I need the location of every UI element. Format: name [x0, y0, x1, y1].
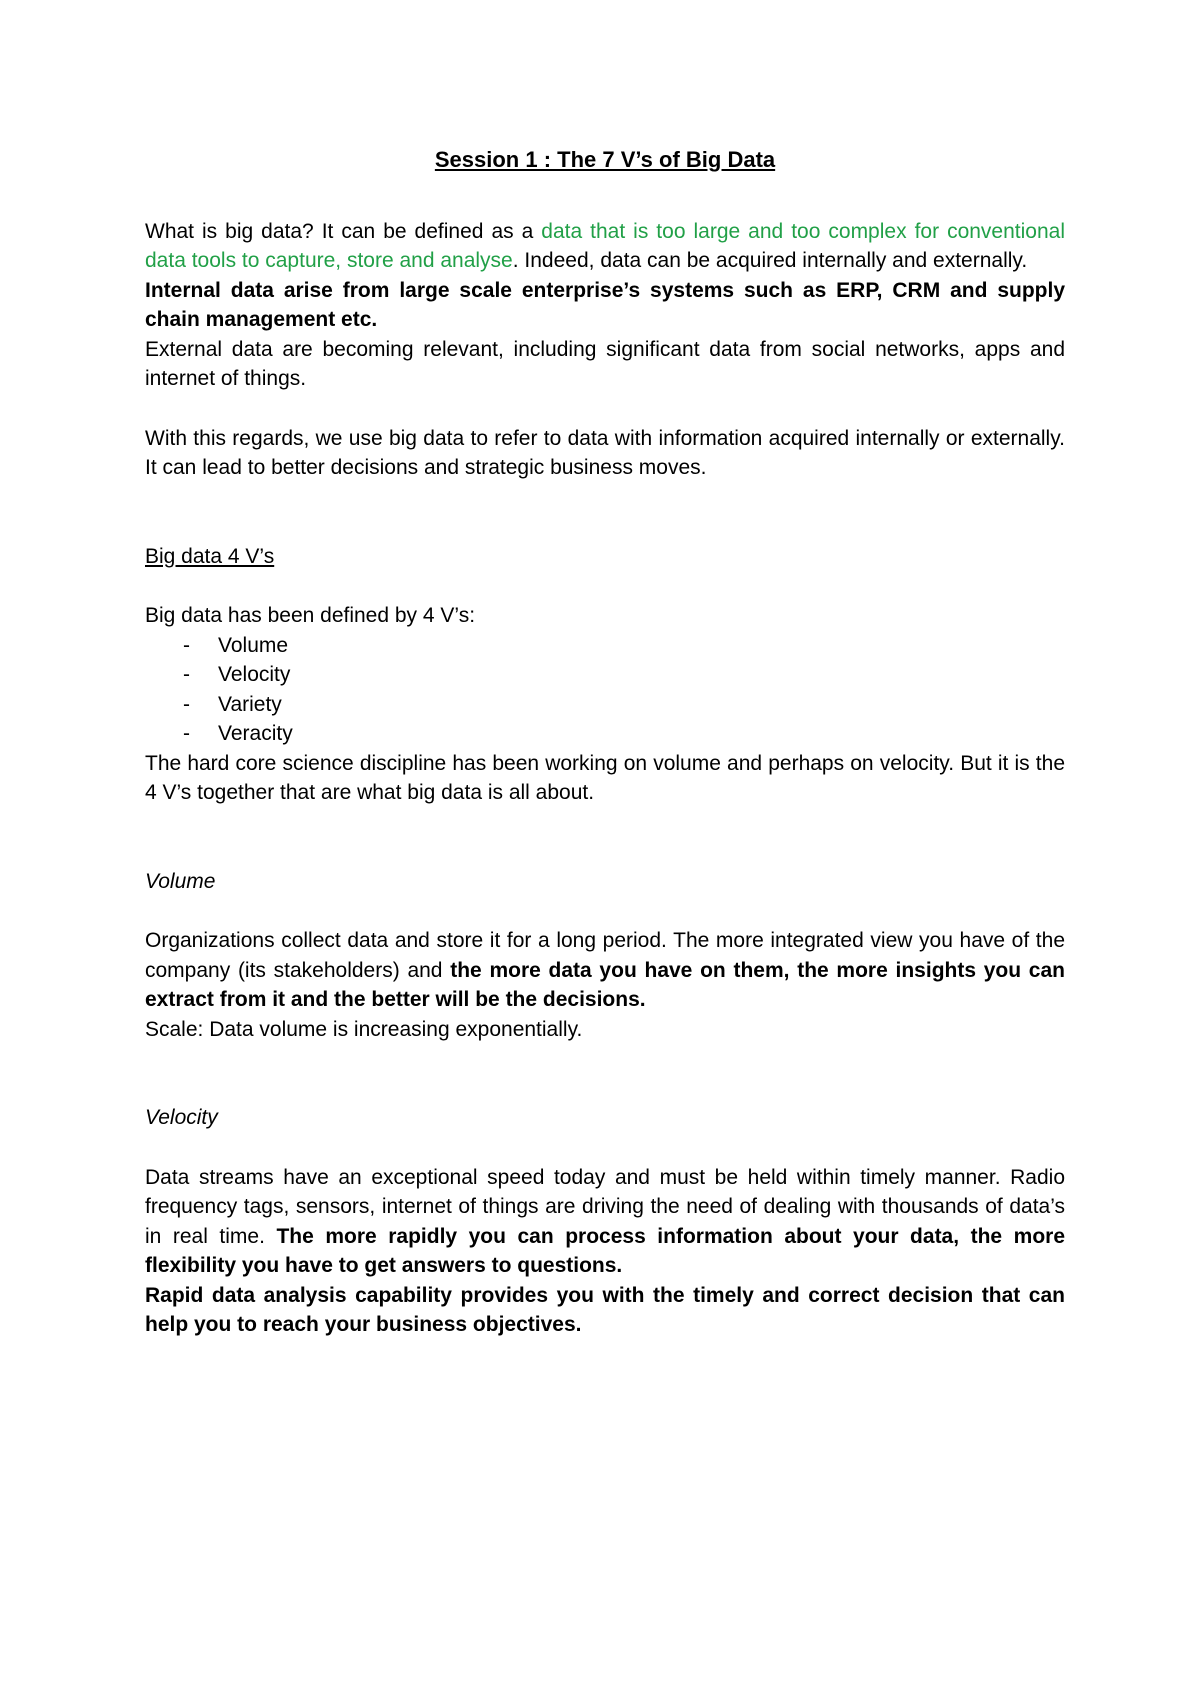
intro-definition-highlight: data that is too large and too complex for conventional data tools to capture, store and analyse — [145, 219, 1065, 272]
dash-bullet: - — [183, 722, 190, 745]
spacer — [145, 394, 1065, 424]
four-vs-lead: Big data has been defined by 4 V’s: — [145, 604, 476, 627]
velocity-bold-text: The more rapidly you can process information about your data, the more flexibility you have to get answers to questions. — [145, 1224, 1065, 1277]
spacer — [145, 1133, 1065, 1163]
document-body — [145, 145, 1065, 1340]
list-item — [145, 690, 1065, 720]
velocity-lead-text: Data streams have an exceptional speed today and must be held within timely manner. Radio frequency tags, sensors, internet of things are driving the need of dealing with thousands of data’s in real time. — [145, 1165, 1065, 1248]
spacer — [145, 571, 1065, 601]
intro-paragraph — [145, 217, 1065, 276]
volume-heading: Volume — [145, 869, 216, 893]
list-item — [145, 660, 1065, 690]
list-item-label: Variety — [218, 692, 282, 716]
internal-data-paragraph: Internal data arise from large scale enterprise’s systems such as ERP, CRM and supply chain management etc. — [145, 278, 1065, 331]
list-item — [145, 719, 1065, 749]
list-item-label: Volume — [218, 633, 289, 657]
four-vs-heading: Big data 4 V’s — [145, 544, 275, 568]
volume-scale-paragraph: Scale: Data volume is increasing exponentially. — [145, 1017, 583, 1041]
spacer — [145, 808, 1065, 867]
volume-bold-text: the more data you have on them, the more insights you can extract from it and the better will be the decisions. — [145, 958, 1065, 1011]
velocity-paragraph — [145, 1163, 1065, 1281]
velocity-rapid-analysis-paragraph: Rapid data analysis capability provides you with the timely and correct decision that can help you to reach your business objectives. — [145, 1283, 1065, 1336]
intro-lead-text: What is big data? It can be defined as a — [145, 219, 542, 243]
spacer — [145, 1044, 1065, 1103]
external-data-paragraph: External data are becoming relevant, including significant data from social networks, apps and internet of things. — [145, 337, 1065, 390]
list-item — [145, 631, 1065, 661]
four-vs-list — [145, 631, 1065, 749]
velocity-heading: Velocity — [145, 1106, 218, 1129]
dash-bullet: - — [183, 663, 190, 686]
volume-paragraph — [145, 926, 1065, 1015]
spacer — [145, 483, 1065, 542]
list-item-label: Veracity — [218, 722, 293, 745]
dash-bullet: - — [183, 692, 190, 716]
dash-bullet: - — [183, 633, 190, 657]
spacer — [145, 896, 1065, 926]
summary-paragraph: With this regards, we use big data to refer to data with information acquired internally or externally. It can lead to better decisions and strategic business moves. — [145, 426, 1065, 479]
list-item-label: Velocity — [218, 663, 291, 686]
four-vs-closing-paragraph: The hard core science discipline has been working on volume and perhaps on velocity. But it is the 4 V’s together that are what big data is all about. — [145, 751, 1065, 804]
volume-lead-text: Organizations collect data and store it for a long period. The more integrated view you have of the company (its stakeholders) and — [145, 929, 1065, 982]
intro-tail-text: . Indeed, data can be acquired internally and externally. — [512, 249, 1028, 272]
page-title: Session 1 : The 7 V’s of Big Data — [434, 147, 776, 172]
